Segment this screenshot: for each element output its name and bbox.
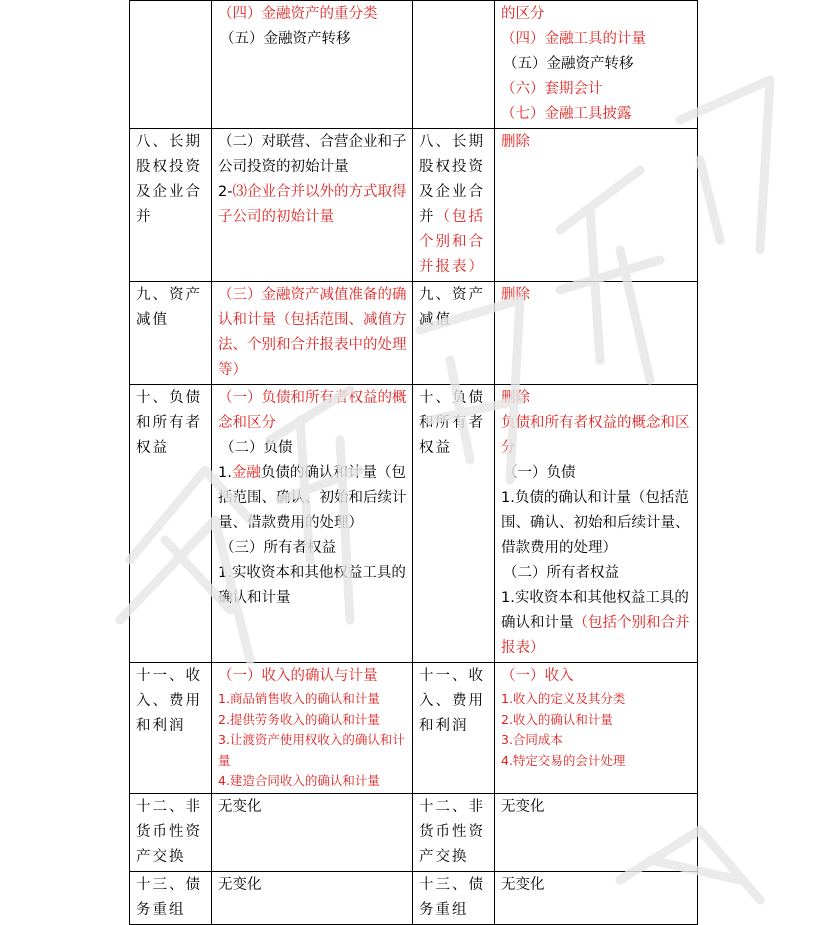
item-text: 负债的确认和计量（包括范围、确认、初始和后续计量、借款费用的处理） [218, 465, 407, 531]
old-content-cell [212, 1, 413, 129]
table-row [130, 129, 698, 282]
content-line: 负债和所有者权益的概念和区分 [501, 415, 690, 456]
content-line: 1.负债的确认和计量（包括范围、确认、初始和后续计量、借款费用的处理） [501, 490, 690, 556]
new-content-cell [495, 871, 698, 924]
content-line: （一）收入的确认与计量 [218, 668, 378, 684]
old-content-cell [212, 385, 413, 663]
old-category-cell: 九、资产减值 [130, 282, 212, 385]
item-text: ⑶企业合并以外的方式取得子公司的初始计量 [218, 184, 407, 225]
content-line: 的区分 [501, 6, 545, 22]
content-line: 删除 [501, 287, 530, 303]
old-category-cell: 十三、债务重组 [130, 871, 212, 924]
content-line: （三）金融资产减值准备的确认和计量（包括范围、减值方法、个别和合并报表中的处理等） [218, 287, 407, 378]
new-category-cell [413, 129, 495, 282]
content-line: 无变化 [501, 876, 545, 893]
item-suffix: （包括个别和合并报表） [501, 615, 690, 656]
content-line: （二）负债 [220, 440, 293, 456]
new-category-cell [413, 1, 495, 129]
new-content-cell [495, 282, 698, 385]
content-line: （二）所有者权益 [503, 565, 619, 581]
new-category-cell: 九、资产减值 [413, 282, 495, 385]
new-content-cell [495, 793, 698, 871]
table-row [130, 1, 698, 129]
content-line: （五）金融资产转移 [503, 56, 634, 72]
table-row [130, 385, 698, 663]
content-line: （四）金融工具的计量 [501, 31, 646, 47]
item-highlight: 金融 [231, 465, 261, 481]
content-line: （六）套期会计 [501, 81, 603, 97]
new-content-cell [495, 663, 698, 794]
content-line: （五）金融资产转移 [220, 31, 351, 47]
content-line [501, 586, 693, 661]
content-line [218, 461, 408, 536]
new-content-cell [495, 129, 698, 282]
content-line: 4.特定交易的会计处理 [501, 752, 626, 768]
item-prefix: 1. [218, 465, 232, 481]
content-line: 无变化 [218, 798, 262, 815]
content-line: 无变化 [501, 798, 545, 815]
category-label: 八、长期股权投资及企业合并 [419, 134, 485, 225]
content-line: （一）负债 [503, 465, 576, 481]
syllabus-comparison-table [129, 0, 698, 925]
content-line: （一）负债和所有者权益的概念和区分 [218, 390, 407, 431]
table-row [130, 871, 698, 924]
content-line: （三）所有者权益 [220, 540, 336, 556]
old-category-cell: 十二、非货币性资产交换 [130, 793, 212, 871]
content-line: 删除 [501, 134, 530, 150]
content-line: （七）金融工具披露 [501, 106, 632, 122]
content-line [218, 180, 408, 230]
content-line: （二）对联营、合营企业和子公司投资的初始计量 [218, 134, 407, 175]
new-content-cell [495, 385, 698, 663]
content-line: 无变化 [218, 876, 262, 893]
content-line: 4.建造合同收入的确认和计量 [218, 773, 380, 788]
content-line: （一）收入 [501, 668, 574, 684]
old-category-cell: 十一、收入、费用和利润 [130, 663, 212, 794]
table-row [130, 282, 698, 385]
old-content-cell [212, 793, 413, 871]
item-text: 1.实收资本和其他权益工具的确认和计量 [501, 590, 689, 631]
new-content-cell [495, 1, 698, 129]
content-line: 1.实收资本和其他权益工具的确认和计量 [218, 565, 406, 606]
content-line: 2.提供劳务收入的确认和计量 [218, 711, 380, 727]
new-category-cell: 十、负债和所有者权益 [413, 385, 495, 663]
content-line: 2.收入的确认和计量 [501, 711, 613, 727]
content-line: （四）金融资产的重分类 [218, 6, 378, 22]
content-line: 3.合同成本 [501, 732, 563, 747]
new-category-cell: 十一、收入、费用和利润 [413, 663, 495, 794]
table-row [130, 663, 698, 794]
old-content-cell [212, 282, 413, 385]
category-suffix: （包括个别和合并报表） [419, 209, 485, 275]
content-line: 删除 [501, 390, 530, 406]
content-line: 1.收入的定义及其分类 [501, 691, 626, 706]
table-row [130, 793, 698, 871]
new-category-cell: 十二、非货币性资产交换 [413, 793, 495, 871]
old-category-cell: 十、负债和所有者权益 [130, 385, 212, 663]
old-content-cell [212, 871, 413, 924]
old-category-cell [130, 1, 212, 129]
new-category-cell: 十三、债务重组 [413, 871, 495, 924]
content-line: 3.让渡资产使用权收入的确认和计量 [218, 732, 405, 768]
old-category-cell: 八、长期股权投资及企业合并 [130, 129, 212, 282]
old-content-cell [212, 129, 413, 282]
old-content-cell [212, 663, 413, 794]
item-prefix: 2- [218, 184, 233, 200]
content-line: 1.商品销售收入的确认和计量 [218, 691, 380, 706]
